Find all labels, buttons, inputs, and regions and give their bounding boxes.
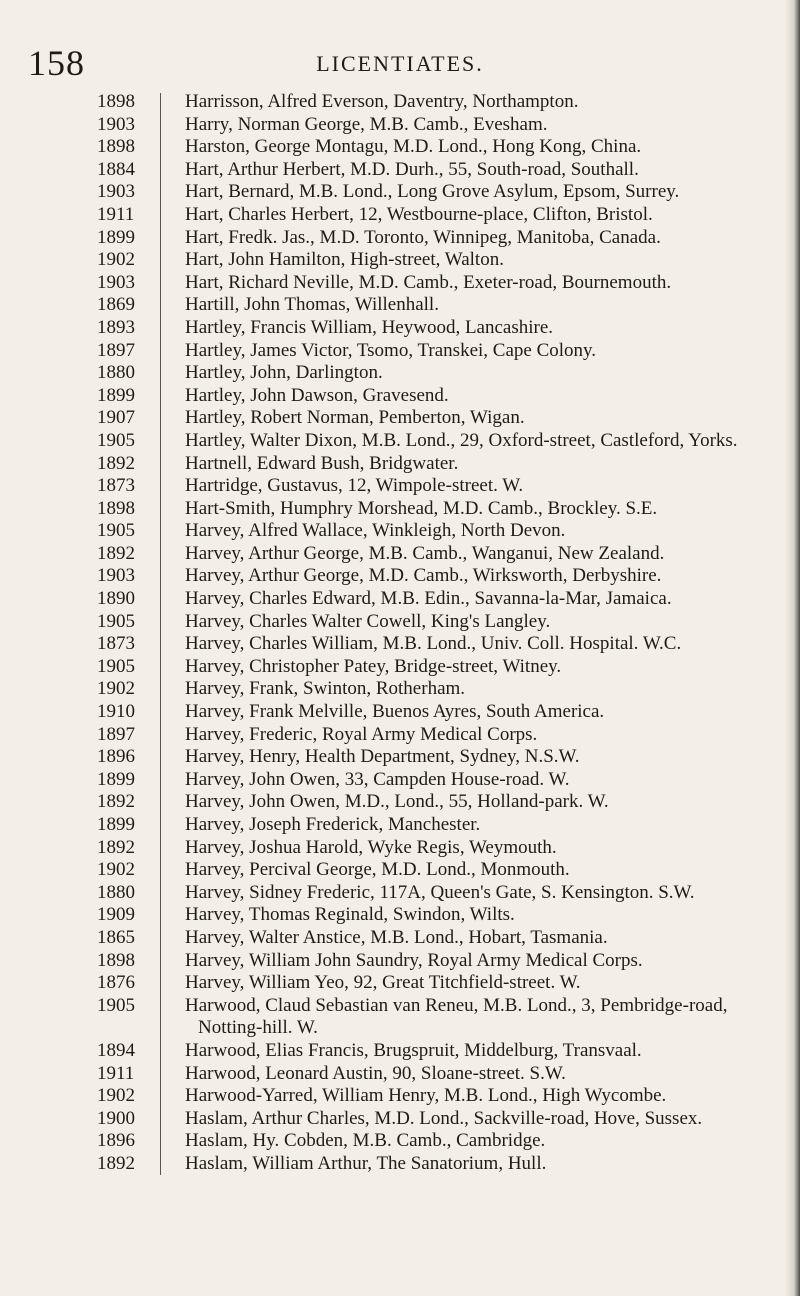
page-number: 158 xyxy=(28,43,85,83)
entry-text: Hart, John Hamilton, High-street, Walton. xyxy=(185,249,504,271)
entry-text: Harvey, Walter Anstice, M.B. Lond., Hobart, Tasmania. xyxy=(185,926,608,948)
entry-text: Harvey, Frederic, Royal Army Medical Corps. xyxy=(185,723,538,745)
year: 1897 xyxy=(97,339,135,361)
list-item xyxy=(0,136,800,159)
entry-text: Harvey, Charles Walter Cowell, King's Langley. xyxy=(185,610,551,632)
list-item xyxy=(0,678,800,701)
list-item xyxy=(0,159,800,182)
list-item xyxy=(0,769,800,792)
year: 1892 xyxy=(97,791,135,813)
entry-text: Harwood, Elias Francis, Brugspruit, Middelburg, Transvaal. xyxy=(185,1039,642,1061)
list-item xyxy=(0,453,800,476)
year: 1865 xyxy=(97,926,135,948)
entry-text: Hartridge, Gustavus, 12, Wimpole-street. W. xyxy=(185,475,524,497)
list-item xyxy=(0,407,800,430)
year: 1910 xyxy=(97,701,135,723)
list-item xyxy=(0,791,800,814)
year: 1903 xyxy=(97,565,135,587)
entry-text: Hartill, John Thomas, Willenhall. xyxy=(185,294,439,316)
year: 1903 xyxy=(97,113,135,135)
list-item xyxy=(0,181,800,204)
year: 1884 xyxy=(97,158,135,180)
list-item xyxy=(0,362,800,385)
list-item xyxy=(0,1085,800,1108)
list-item xyxy=(0,656,800,679)
list-item xyxy=(0,543,800,566)
list-item xyxy=(0,904,800,927)
list-item xyxy=(0,294,800,317)
entry-text: Harston, George Montagu, M.D. Lond., Hong Kong, China. xyxy=(185,136,642,158)
list-item xyxy=(0,520,800,543)
list-item xyxy=(0,1108,800,1131)
entry-text: Haslam, Hy. Cobden, M.B. Camb., Cambridge. xyxy=(185,1130,546,1152)
entry-text: Hart, Fredk. Jas., M.D. Toronto, Winnipeg, Manitoba, Canada. xyxy=(185,226,661,248)
year: 1905 xyxy=(97,520,135,542)
year: 1897 xyxy=(97,723,135,745)
entry-text: Harwood-Yarred, William Henry, M.B. Lond., High Wycombe. xyxy=(185,1085,667,1107)
year: 1899 xyxy=(97,384,135,406)
year: 1911 xyxy=(97,203,135,225)
list-item xyxy=(0,317,800,340)
list-item xyxy=(0,498,800,521)
list-item xyxy=(0,272,800,295)
page-header xyxy=(28,42,772,82)
list-item xyxy=(0,1130,800,1153)
entry-text: Harvey, Joshua Harold, Wyke Regis, Weymouth. xyxy=(185,836,557,858)
year: 1892 xyxy=(97,836,135,858)
list-item xyxy=(0,588,800,611)
year: 1873 xyxy=(97,633,135,655)
running-head: LICENTIATES. xyxy=(316,51,484,76)
year: 1899 xyxy=(97,768,135,790)
year: 1893 xyxy=(97,316,135,338)
year: 1902 xyxy=(97,859,135,881)
entry-text: Harvey, William John Saundry, Royal Army Medical Corps. xyxy=(185,949,643,971)
year: 1907 xyxy=(97,407,135,429)
year: 1905 xyxy=(97,429,135,451)
year: 1869 xyxy=(97,294,135,316)
entry-text: Hart-Smith, Humphry Morshead, M.D. Camb., Brockley. S.E. xyxy=(185,497,658,519)
entry-text: Harvey, Arthur George, M.B. Camb., Wanganui, New Zealand. xyxy=(185,542,665,564)
year: 1890 xyxy=(97,588,135,610)
year: 1899 xyxy=(97,814,135,835)
entry-text: Harvey, Percival George, M.D. Lond., Monmouth. xyxy=(185,859,570,881)
entry-text: Harvey, Frank, Swinton, Rotherham. xyxy=(185,678,466,700)
year: 1905 xyxy=(97,655,135,677)
year: 1876 xyxy=(97,972,135,994)
year: 1900 xyxy=(97,1107,135,1129)
list-item xyxy=(0,204,800,227)
entry-text: Hartley, Walter Dixon, M.B. Lond., 29, Oxford-street, Castleford, Yorks. xyxy=(185,429,738,451)
year: 1873 xyxy=(97,475,135,497)
entry-text: Harvey, Joseph Frederick, Manchester. xyxy=(185,814,481,835)
entry-text: Harrisson, Alfred Everson, Daventry, Northampton. xyxy=(185,91,579,112)
entry-text: Hartley, Robert Norman, Pemberton, Wigan. xyxy=(185,407,525,429)
entry-text: Harwood, Leonard Austin, 90, Sloane-street. S.W. xyxy=(185,1062,566,1084)
list-item xyxy=(0,227,800,250)
entry-text: Hartnell, Edward Bush, Bridgwater. xyxy=(185,452,459,474)
list-item xyxy=(0,1040,800,1063)
list-item xyxy=(0,633,800,656)
entry-text: Harry, Norman George, M.B. Camb., Evesham. xyxy=(185,113,548,135)
list-item xyxy=(0,837,800,860)
year: 1911 xyxy=(97,1062,135,1084)
year: 1902 xyxy=(97,678,135,700)
year: 1898 xyxy=(97,949,135,971)
list-item xyxy=(0,814,800,837)
entry-text: Harwood, Claud Sebastian van Reneu, M.B. Lond., 3, Pembridge-road, Notting-hill. W. xyxy=(185,994,728,1039)
list-item xyxy=(0,1153,800,1176)
year: 1905 xyxy=(97,610,135,632)
year: 1902 xyxy=(97,249,135,271)
list-item xyxy=(0,475,800,498)
list-item xyxy=(0,340,800,363)
entry-text: Hartley, John, Darlington. xyxy=(185,362,383,384)
entry-text: Haslam, William Arthur, The Sanatorium, Hull. xyxy=(185,1152,547,1174)
entry-text: Harvey, John Owen, 33, Campden House-road. W. xyxy=(185,768,570,790)
entry-text: Hart, Bernard, M.B. Lond., Long Grove Asylum, Epsom, Surrey. xyxy=(185,181,680,203)
list-item xyxy=(0,972,800,995)
entry-text: Hart, Arthur Herbert, M.D. Durh., 55, South-road, Southall. xyxy=(185,158,639,180)
year: 1892 xyxy=(97,542,135,564)
year: 1903 xyxy=(97,181,135,203)
year: 1896 xyxy=(97,1130,135,1152)
year: 1898 xyxy=(97,497,135,519)
list-item xyxy=(0,430,800,453)
list-item xyxy=(0,611,800,634)
list-item xyxy=(0,995,800,1040)
list-item xyxy=(0,249,800,272)
entry-text: Harvey, Thomas Reginald, Swindon, Wilts. xyxy=(185,904,515,926)
entry-text: Harvey, Christopher Patey, Bridge-street, Witney. xyxy=(185,655,562,677)
year: 1896 xyxy=(97,746,135,768)
entry-text: Harvey, Frank Melville, Buenos Ayres, South America. xyxy=(185,701,605,723)
year: 1892 xyxy=(97,452,135,474)
year: 1892 xyxy=(97,1152,135,1174)
list-item xyxy=(0,701,800,724)
year: 1905 xyxy=(97,994,135,1016)
entry-text: Hart, Charles Herbert, 12, Westbourne-place, Clifton, Bristol. xyxy=(185,203,653,225)
list-item xyxy=(0,114,800,137)
entry-text: Harvey, Charles Edward, M.B. Edin., Savanna-la-Mar, Jamaica. xyxy=(185,588,672,610)
year: 1899 xyxy=(97,226,135,248)
year: 1880 xyxy=(97,881,135,903)
page-edge-shadow xyxy=(785,0,800,1296)
entry-text: Hart, Richard Neville, M.D. Camb., Exeter-road, Bournemouth. xyxy=(185,271,672,293)
entry-text: Hartley, John Dawson, Gravesend. xyxy=(185,384,449,406)
entry-text: Harvey, William Yeo, 92, Great Titchfield-street. W. xyxy=(185,972,581,994)
entry-text: Harvey, Sidney Frederic, 117A, Queen's Gate, S. Kensington. S.W. xyxy=(185,881,695,903)
entry-text: Harvey, Charles William, M.B. Lond., Univ. Coll. Hospital. W.C. xyxy=(185,633,682,655)
year: 1880 xyxy=(97,362,135,384)
entry-text: Harvey, Alfred Wallace, Winkleigh, North Devon. xyxy=(185,520,566,542)
entry-text: Harvey, Henry, Health Department, Sydney, N.S.W. xyxy=(185,746,580,768)
list-item xyxy=(0,746,800,769)
year: 1898 xyxy=(97,136,135,158)
year: 1903 xyxy=(97,271,135,293)
entry-text: Harvey, John Owen, M.D., Lond., 55, Holland-park. W. xyxy=(185,791,609,813)
entry-text: Haslam, Arthur Charles, M.D. Lond., Sackville-road, Hove, Sussex. xyxy=(185,1107,703,1129)
entry-text: Hartley, James Victor, Tsomo, Transkei, Cape Colony. xyxy=(185,339,597,361)
list-item xyxy=(0,565,800,588)
entry-text: Harvey, Arthur George, M.D. Camb., Wirksworth, Derbyshire. xyxy=(185,565,662,587)
list-item xyxy=(0,91,800,114)
list-item xyxy=(0,859,800,882)
list-item xyxy=(0,1063,800,1086)
entry-text: Hartley, Francis William, Heywood, Lancashire. xyxy=(185,316,554,338)
year: 1898 xyxy=(97,91,135,112)
licentiate-list xyxy=(0,91,800,1176)
list-item xyxy=(0,385,800,408)
list-item xyxy=(0,882,800,905)
list-item xyxy=(0,950,800,973)
list-item xyxy=(0,927,800,950)
year: 1909 xyxy=(97,904,135,926)
year: 1894 xyxy=(97,1039,135,1061)
year: 1902 xyxy=(97,1085,135,1107)
list-item xyxy=(0,724,800,747)
